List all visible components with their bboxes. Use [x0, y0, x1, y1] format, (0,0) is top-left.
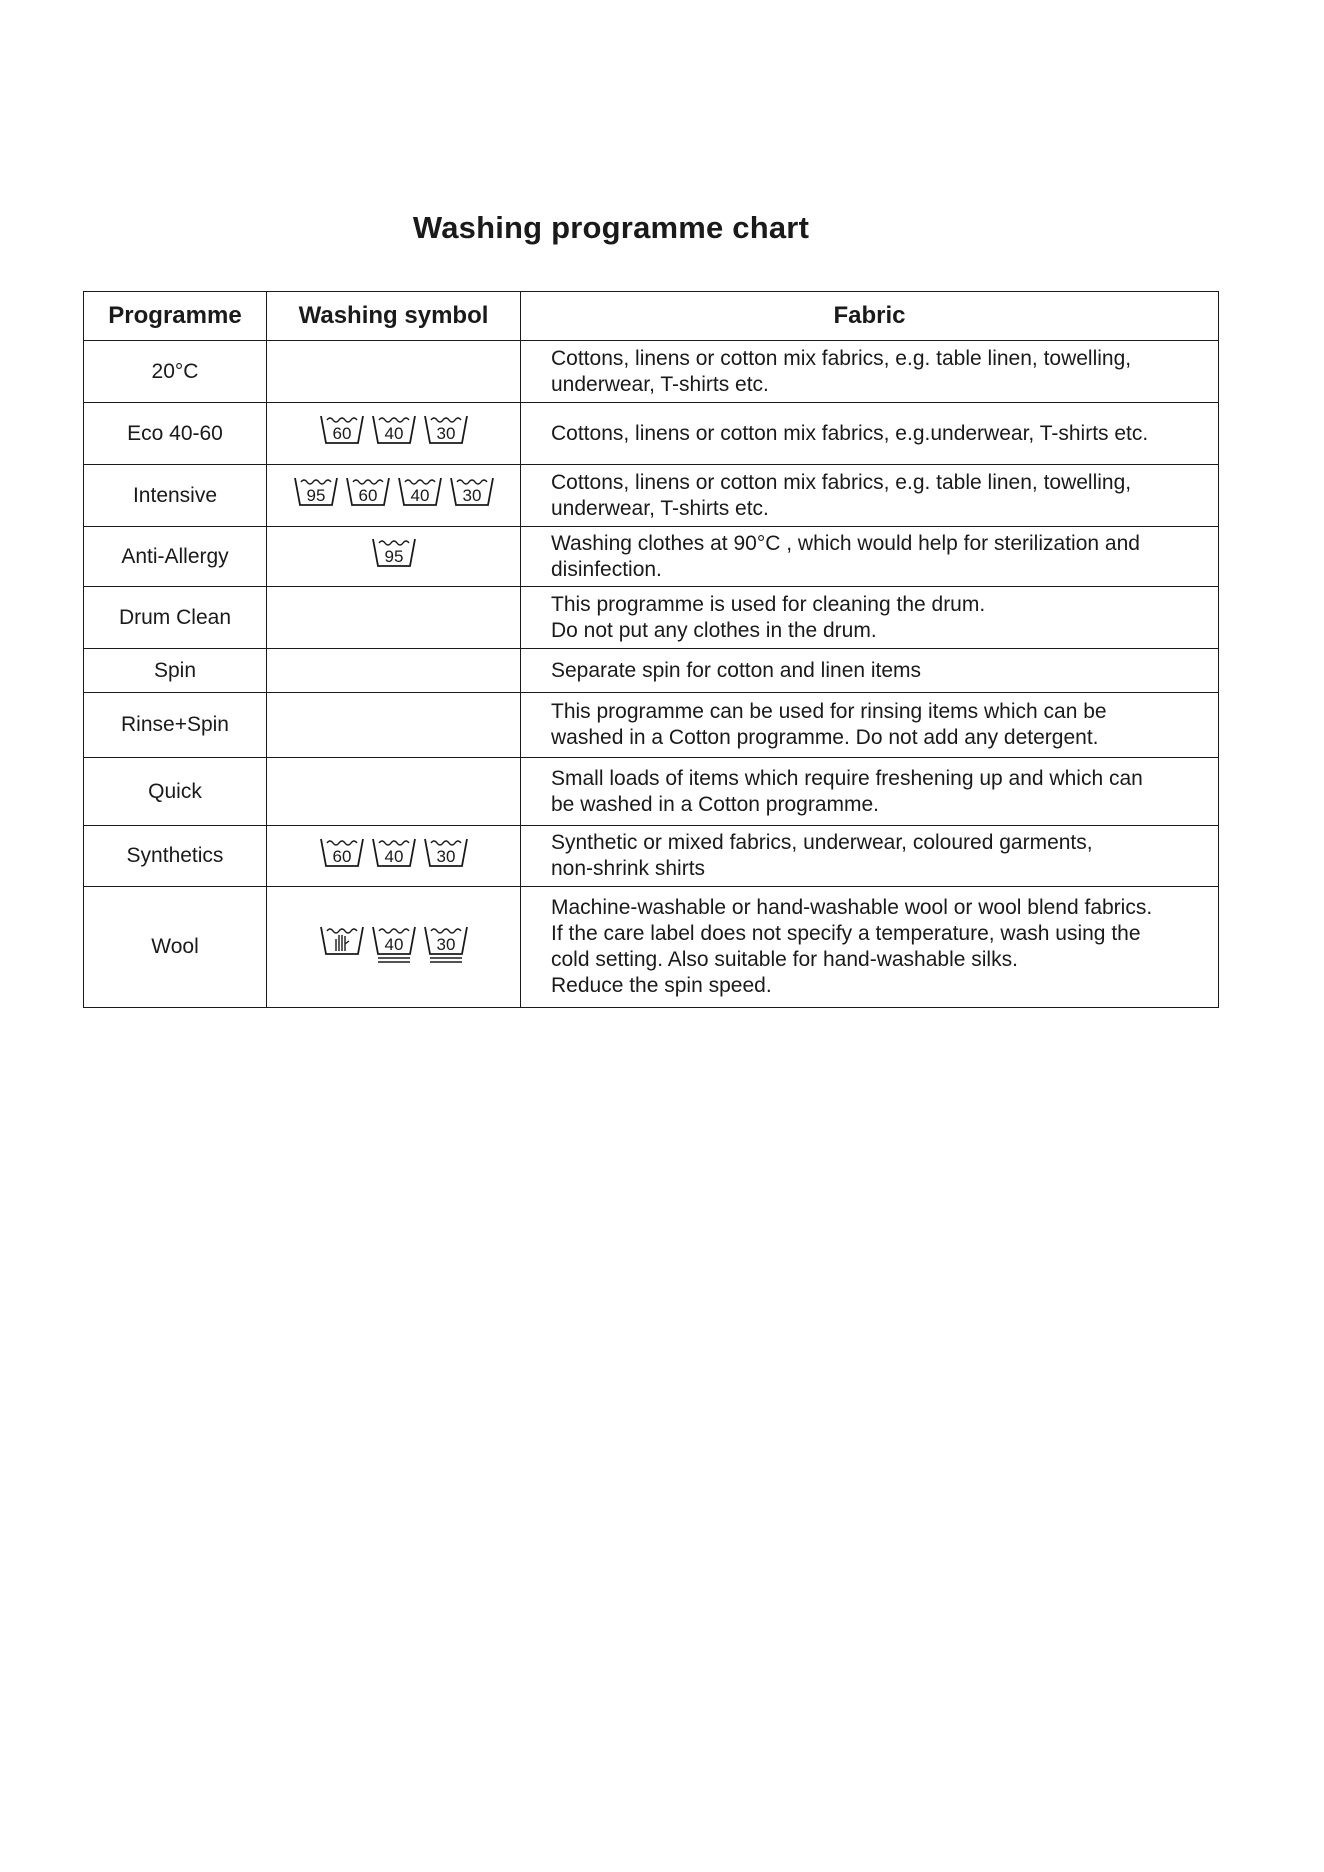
wash-temperature-symbol: [448, 475, 496, 511]
fabric-text-line: Small loads of items which require freshening up and which can: [551, 766, 1143, 790]
fabric-description: [521, 403, 1219, 465]
programme-name: Drum Clean: [84, 587, 267, 649]
wash-tub-icon: [370, 924, 418, 970]
wash-temperature-symbol: [370, 836, 418, 872]
wash-temperature-label: 40: [384, 935, 403, 954]
wash-tub-icon: [422, 836, 470, 872]
wash-temperature-label: 30: [436, 846, 455, 866]
page-title: Washing programme chart: [412, 210, 810, 245]
wash-temperature-label: 40: [410, 486, 429, 505]
washing-symbol-cell: [267, 527, 521, 587]
wash-temperature-label: 60: [358, 486, 377, 505]
programme-name: Intensive: [84, 465, 267, 527]
washing-symbols: [318, 413, 470, 449]
wash-tub-icon: [422, 413, 470, 449]
fabric-description: [521, 527, 1219, 587]
washing-symbol-cell: [267, 887, 521, 1008]
washing-symbol-cell: [267, 693, 521, 758]
washing-symbols: [292, 475, 496, 511]
fabric-description: [521, 341, 1219, 403]
wash-temperature-symbol: [370, 413, 418, 449]
programme-name: Anti-Allergy: [84, 527, 267, 587]
table-body: [84, 341, 1219, 1008]
table-row: [84, 527, 1219, 587]
table-row: [84, 887, 1219, 1008]
wash-temperature-label: 40: [384, 846, 403, 866]
fabric-text-line: Separate spin for cotton and linen items: [551, 658, 922, 682]
table-row: [84, 758, 1219, 826]
fabric-description: [521, 887, 1219, 1008]
wash-temperature-label: 30: [436, 935, 455, 954]
wash-temperature-symbol: [318, 413, 366, 449]
fabric-text-line: be washed in a Cotton programme.: [551, 792, 880, 816]
programme-name: Rinse+Spin: [84, 693, 267, 758]
table-row: [84, 693, 1219, 758]
wash-temperature-label: 40: [384, 424, 403, 443]
fabric-description: [521, 693, 1219, 758]
fabric-text-line: non-shrink shirts: [551, 857, 706, 880]
wash-tub-icon: [370, 836, 418, 872]
wash-tub-icon: [344, 475, 392, 511]
programme-name: Spin: [84, 649, 267, 693]
wash-tub-icon: [318, 836, 366, 872]
header-washing-symbol: Washing symbol: [267, 292, 521, 341]
programme-name: Quick: [84, 758, 267, 826]
wash-temperature-symbol: [370, 536, 418, 572]
wash-temperature-symbol: [318, 836, 366, 872]
fabric-text-line: disinfection.: [551, 557, 662, 581]
fabric-text-line: This programme can be used for rinsing items which can be: [551, 700, 1107, 723]
washing-symbol-cell: [267, 649, 521, 693]
programme-name: Wool: [84, 887, 267, 1008]
wash-tub-icon: [422, 924, 470, 970]
washing-symbol-cell: [267, 403, 521, 465]
table-header-row: [84, 292, 1219, 341]
table-row: [84, 587, 1219, 649]
wash-tub-icon: [448, 475, 496, 511]
table-row: [84, 341, 1219, 403]
washing-symbol-cell: [267, 465, 521, 527]
table-row: [84, 403, 1219, 465]
fabric-text-line: Do not put any clothes in the drum.: [551, 618, 877, 642]
fabric-text-line: Synthetic or mixed fabrics, underwear, coloured garments,: [551, 831, 1093, 854]
fabric-text-line: Cottons, linens or cotton mix fabrics, e.g. table linen, towelling,: [551, 470, 1132, 494]
fabric-text-line: This programme is used for cleaning the drum.: [551, 592, 986, 616]
wash-temperature-symbol: [396, 475, 444, 511]
wash-temperature-symbol: [422, 924, 470, 970]
wash-temperature-symbol: [292, 475, 340, 511]
wash-tub-icon: [370, 413, 418, 449]
wash-temperature-label: 95: [306, 486, 325, 505]
wash-tub-icon: [396, 475, 444, 511]
wash-tub-icon: [292, 475, 340, 511]
fabric-description: [521, 587, 1219, 649]
wash-temperature-symbol: [344, 475, 392, 511]
programme-name: 20°C: [84, 341, 267, 403]
wash-temperature-symbol: [370, 924, 418, 970]
washing-symbol-cell: [267, 826, 521, 887]
fabric-description: [521, 826, 1219, 887]
washing-symbol-cell: [267, 587, 521, 649]
table-row: [84, 826, 1219, 887]
programme-name: Synthetics: [84, 826, 267, 887]
fabric-text-line: Reduce the spin speed.: [551, 974, 772, 997]
fabric-text-line: washed in a Cotton programme. Do not add any detergent.: [551, 726, 1099, 749]
wash-temperature-label: 95: [384, 547, 403, 566]
fabric-description: [521, 649, 1219, 693]
wash-tub-icon: [370, 536, 418, 572]
fabric-text-line: Machine-washable or hand-washable wool or wool blend fabrics.: [551, 896, 1153, 919]
wash-temperature-label: 60: [332, 846, 351, 866]
header-programme: Programme: [84, 292, 267, 341]
wash-temperature-symbol: [422, 836, 470, 872]
fabric-text-line: underwear, T-shirts etc.: [551, 496, 769, 520]
wash-temperature-label: 30: [462, 486, 481, 505]
washing-symbols: [370, 536, 418, 572]
washing-symbols: [318, 924, 470, 970]
fabric-text-line: underwear, T-shirts etc.: [551, 372, 769, 396]
wash-temperature-label: 60: [332, 424, 351, 443]
header-fabric: Fabric: [521, 292, 1219, 341]
wash-temperature-symbol: [422, 413, 470, 449]
wash-tub-icon: [318, 413, 366, 449]
fabric-text-line: Cottons, linens or cotton mix fabrics, e.g.underwear, T-shirts etc.: [551, 421, 1149, 445]
fabric-text-line: If the care label does not specify a temperature, wash using the: [551, 922, 1141, 945]
fabric-description: [521, 758, 1219, 826]
table-row: [84, 465, 1219, 527]
fabric-text-line: Cottons, linens or cotton mix fabrics, e.g. table linen, towelling,: [551, 346, 1132, 370]
fabric-text-line: cold setting. Also suitable for hand-washable silks.: [551, 948, 1018, 971]
hand-wash-symbol: [318, 924, 366, 960]
washing-symbol-cell: [267, 341, 521, 403]
washing-programme-table: [83, 291, 1219, 1008]
washing-symbol-cell: [267, 758, 521, 826]
fabric-description: [521, 465, 1219, 527]
washing-symbols: [318, 836, 470, 872]
wash-temperature-label: 30: [436, 424, 455, 443]
fabric-text-line: Washing clothes at 90°C , which would help for sterilization and: [551, 531, 1140, 555]
programme-name: Eco 40-60: [84, 403, 267, 465]
hand-wash-icon: [318, 924, 366, 960]
table-row: [84, 649, 1219, 693]
